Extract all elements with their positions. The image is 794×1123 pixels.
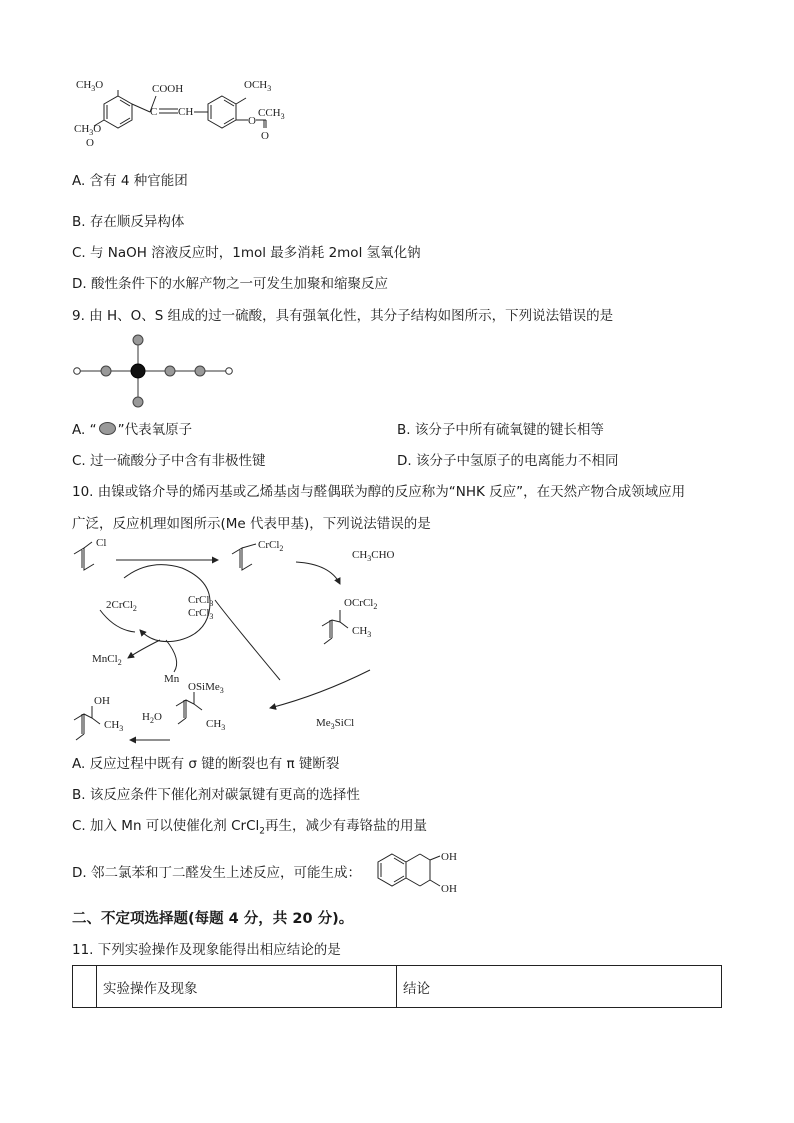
q9-molecule-diagram: [70, 332, 240, 412]
q9-stem: 9. 由 H、O、S 组成的过一硫酸，具有强氧化性，其分子结构如图所示，下列说法错误的是: [72, 308, 614, 324]
q8-c: C: [150, 106, 158, 118]
q10-option-d: D. 邻二氯苯和丁二醛发生上述反应，可能生成：: [72, 865, 361, 881]
q10-mechanism-diagram: [70, 537, 400, 755]
table-row: [73, 966, 722, 1008]
mech-ch3-right: $CH_3$: [352, 625, 372, 639]
q8-ch3o-top: $CH_3O$: [76, 79, 104, 93]
q8-o-bottom: O: [86, 137, 94, 149]
mech-h2o: $H_2O$: [142, 711, 162, 725]
q8-structure: [70, 72, 310, 152]
mech-crcl3-b: CrCl$_3$: [188, 607, 214, 621]
q9-option-a: A. “ ”代表氧原子: [72, 422, 193, 438]
q11-stem: 11. 下列实验操作及现象能得出相应结论的是: [72, 942, 341, 958]
q8-ch3o-bottom: $CH_3O$: [74, 123, 102, 137]
mech-2crcl2: 2CrCl$_2$: [106, 599, 137, 613]
q8-option-a: A. 含有 4 种官能团: [72, 173, 188, 189]
q8-option-b: B. 存在顺反异构体: [72, 214, 185, 230]
mech-crcl3-a: CrCl$_3$: [188, 594, 214, 608]
mech-oh: OH: [94, 695, 110, 707]
mech-ch3cho: $CH_3CHO$: [352, 549, 395, 563]
mech-mn: Mn: [164, 673, 180, 685]
q8-cooh: COOH: [152, 83, 184, 95]
q8-och3: $OCH_3$: [244, 79, 272, 93]
q11-col3-header: 结论: [397, 966, 722, 1008]
q10-option-c: C. 加入 Mn 可以使催化剂 CrCl$_2$再生，减少有毒铬盐的用量: [72, 818, 427, 837]
q11-table: [72, 965, 722, 1008]
q8-cch3: $CCH_3$: [258, 107, 285, 121]
q11-col2-header: 实验操作及现象: [97, 966, 397, 1008]
section2-title: 二、不定项选择题(每题 4 分，共 20 分)。: [72, 911, 354, 927]
gray-oxygen-icon: [99, 422, 116, 435]
q10-d-diol-structure: [374, 848, 464, 898]
q9-option-c: C. 过一硫酸分子中含有非极性键: [72, 453, 266, 469]
q10-stem-line1: 10. 由镍或铬介导的烯丙基或乙烯基卤与醛偶联为醇的反应称为“NHK 反应”，在天然产物合成领域应用: [72, 484, 686, 500]
mech-osime3: OSiMe$_3$: [188, 681, 224, 695]
q9-option-b: B. 该分子中所有硫氧键的键长相等: [397, 422, 604, 438]
q8-ch: CH: [178, 106, 194, 118]
q8-option-c: C. 与 NaOH 溶液反应时，1mol 最多消耗 2mol 氢氧化钠: [72, 245, 421, 261]
q11-col1-header: [73, 966, 97, 1008]
mech-crcl2-top: CrCl$_2$: [258, 539, 284, 553]
q8-option-d: D. 酸性条件下的水解产物之一可发生加聚和缩聚反应: [72, 276, 388, 292]
q8-o-ester: O: [248, 115, 256, 127]
mech-cl: Cl: [96, 537, 107, 549]
d-oh-bottom: OH: [441, 883, 457, 895]
q10-stem-line2: 广泛，反应机理如图所示(Me 代表甲基)，下列说法错误的是: [72, 516, 431, 532]
mech-ch3-product: $CH_3$: [104, 719, 124, 733]
mech-mncl2: MnCl$_2$: [92, 653, 122, 667]
d-oh-top: OH: [441, 851, 457, 863]
q9-option-d: D. 该分子中氢原子的电离能力不相同: [397, 453, 619, 469]
mech-ocrcl2: OCrCl$_2$: [344, 597, 378, 611]
q10-option-b: B. 该反应条件下催化剂对碳氯键有更高的选择性: [72, 787, 360, 803]
q10-option-a: A. 反应过程中既有 σ 键的断裂也有 π 键断裂: [72, 756, 340, 772]
mech-ch3-silyl: $CH_3$: [206, 718, 226, 732]
q8-o-carbonyl: O: [261, 130, 269, 142]
mech-me3sicl: $Me_3SiCl$: [316, 717, 355, 731]
